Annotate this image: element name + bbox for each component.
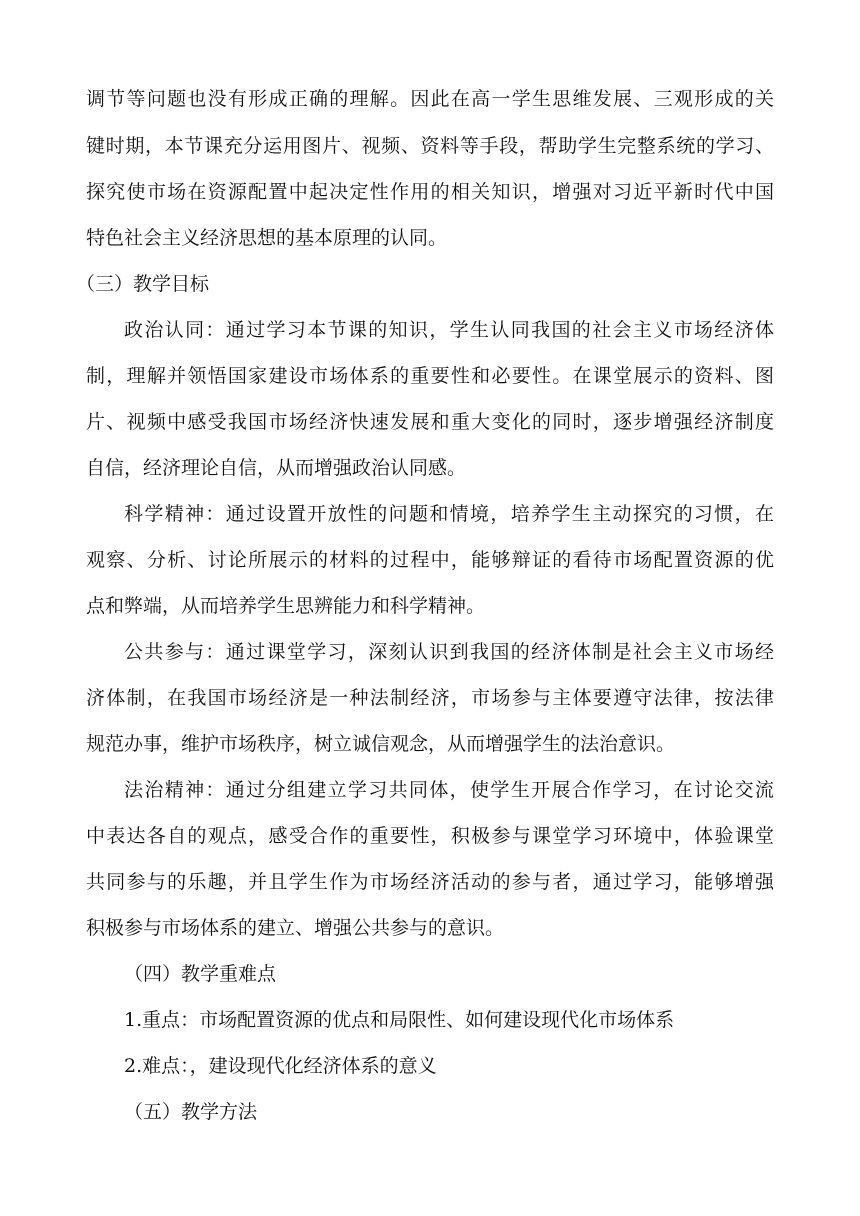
intro-line-4: 特色社会主义经济思想的基本原理的认同。	[86, 227, 448, 249]
political-line-4: 自信，经济理论自信，从而增强政治认同感。	[86, 457, 467, 479]
public-line-1: 公共参与：通过课堂学习，深刻认识到我国的经济体制是社会主义市场经	[124, 641, 774, 663]
science-line-1: 科学精神：通过设置开放性的问题和情境，培养学生主动探究的习惯，在	[124, 503, 774, 525]
intro-line-1: 调节等问题也没有形成正确的理解。因此在高一学生思维发展、三观形成的关	[86, 88, 774, 110]
intro-line-3: 探究使市场在资源配置中起决定性作用的相关知识，增强对习近平新时代中国	[86, 181, 774, 203]
political-line-1: 政治认同：通过学习本节课的知识，学生认同我国的社会主义市场经济体	[124, 319, 774, 341]
intro-line-2: 键时期，本节课充分运用图片、视频、资料等手段，帮助学生完整系统的学习、	[86, 135, 774, 157]
section-heading-methods: （五）教学方法	[124, 1101, 258, 1123]
section-heading-key-points: （四）教学重难点	[124, 963, 277, 985]
difficult-point-item: 2.难点：，建设现代化经济体系的意义	[124, 1055, 437, 1077]
public-line-3: 规范办事，维护市场秩序，树立诚信观念，从而增强学生的法治意识。	[86, 733, 676, 755]
key-point-item: 1.重点：市场配置资源的优点和局限性、如何建设现代化市场体系	[124, 1009, 675, 1031]
law-line-4: 积极参与市场体系的建立、增强公共参与的意识。	[86, 917, 505, 939]
political-line-2: 制，理解并领悟国家建设市场体系的重要性和必要性。在课堂展示的资料、图	[86, 365, 774, 387]
law-line-2: 中表达各自的观点，感受合作的重要性，积极参与课堂学习环境中，体验课堂	[86, 825, 774, 847]
political-line-3: 片、视频中感受我国市场经济快速发展和重大变化的同时，逐步增强经济制度	[86, 411, 774, 433]
science-line-2: 观察、分析、讨论所展示的材料的过程中，能够辩证的看待市场配置资源的优	[86, 549, 774, 571]
science-line-3: 点和弊端，从而培养学生思辨能力和科学精神。	[86, 595, 486, 617]
section-heading-objectives: （三）教学目标	[76, 273, 210, 295]
law-line-1: 法治精神：通过分组建立学习共同体，使学生开展合作学习，在讨论交流	[124, 779, 774, 801]
law-line-3: 共同参与的乐趣，并且学生作为市场经济活动的参与者，通过学习，能够增强	[86, 871, 774, 893]
public-line-2: 济体制，在我国市场经济是一种法制经济，市场参与主体要遵守法律，按法律	[86, 687, 774, 709]
